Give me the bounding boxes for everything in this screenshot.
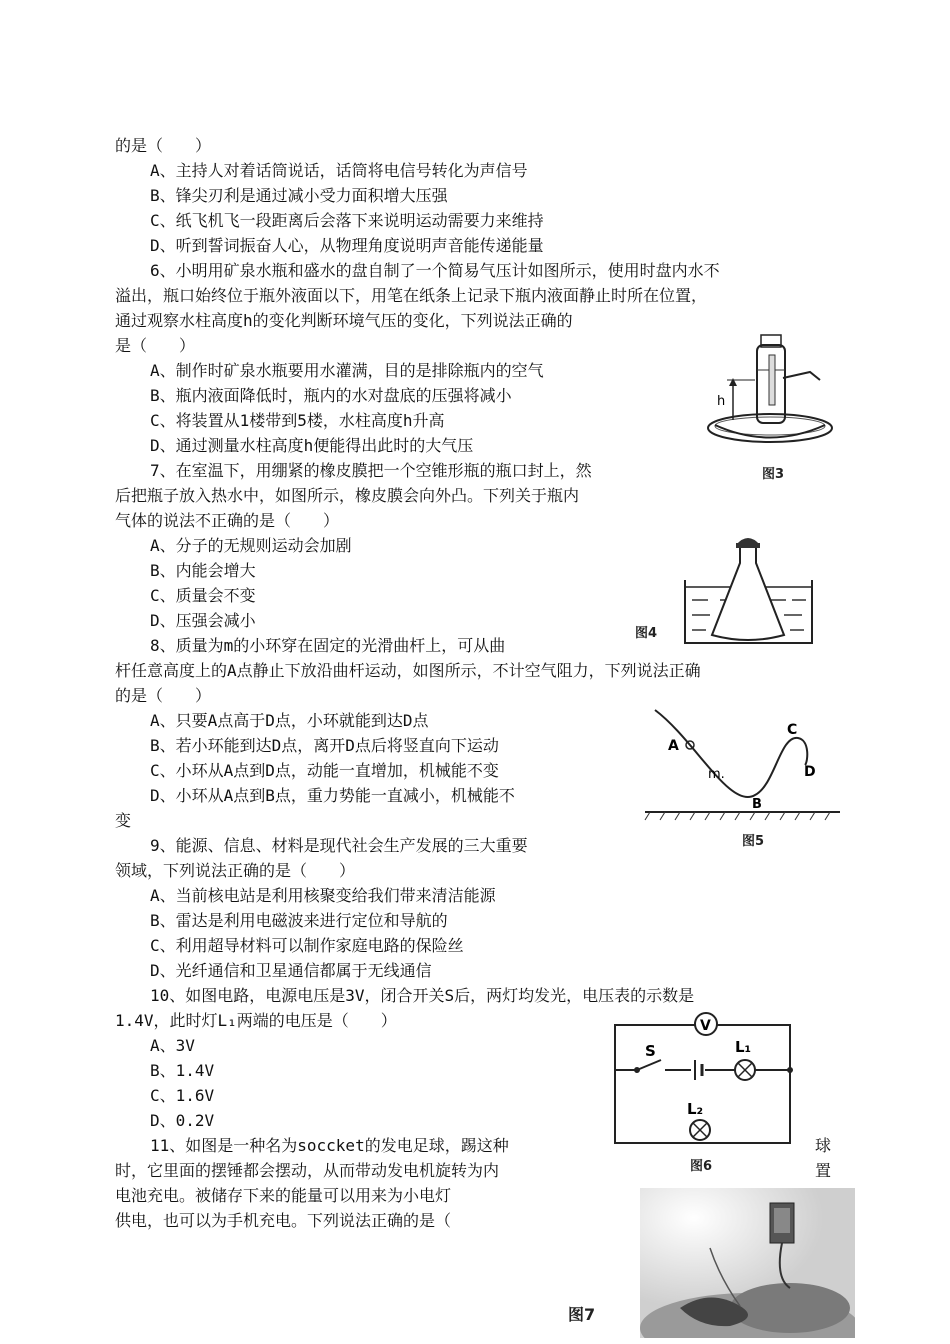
- figure-6-caption: 图6: [690, 1159, 713, 1174]
- text-line: 气体的说法不正确的是（ ）: [115, 511, 340, 530]
- text-line: B、内能会增大: [150, 561, 256, 580]
- figure-6-circuit: [605, 1010, 800, 1155]
- text-line: B、锋尖刃利是通过减小受力面积增大压强: [150, 186, 448, 205]
- svg-text:S: S: [645, 1042, 656, 1060]
- text-line: A、当前核电站是利用核聚变给我们带来清洁能源: [150, 886, 496, 905]
- text-line: C、纸飞机飞一段距离后会落下来说明运动需要力来维持: [150, 211, 544, 230]
- text-line: 7、在室温下，用绷紧的橡皮膜把一个空锥形瓶的瓶口封上，然: [150, 461, 592, 480]
- text-line: 通过观察水柱高度h的变化判断环境气压的变化，下列说法正确的: [115, 311, 573, 330]
- svg-text:L₂: L₂: [687, 1100, 704, 1118]
- text-line: 的是（ ）: [115, 686, 212, 705]
- text-line: C、将装置从1楼带到5楼，水柱高度h升高: [150, 411, 445, 430]
- text-line: A、3V: [150, 1036, 195, 1055]
- svg-text:C: C: [787, 722, 798, 738]
- text-line: 9、能源、信息、材料是现代社会生产发展的三大重要: [150, 836, 528, 855]
- text-line: 球: [815, 1136, 832, 1155]
- text-line: C、质量会不变: [150, 586, 256, 605]
- text-line: 1.4V，此时灯L₁两端的电压是（ ）: [115, 1011, 397, 1030]
- svg-text:V: V: [700, 1018, 711, 1034]
- figure-7-caption: 图7: [568, 1305, 596, 1324]
- text-line: 置: [815, 1161, 832, 1180]
- svg-text:h: h: [717, 394, 726, 409]
- text-line: D、压强会减小: [150, 611, 256, 630]
- text-line: D、通过测量水柱高度h便能得出此时的大气压: [150, 436, 474, 455]
- text-line: 10、如图电路，电源电压是3V，闭合开关S后，两灯均发光，电压表的示数是: [150, 986, 695, 1005]
- figure-7-photo: [640, 1188, 855, 1338]
- text-line: 是（ ）: [115, 336, 196, 355]
- text-line: 杆任意高度上的A点静止下放沿曲杆运动，如图所示，不计空气阻力，下列说法正确: [115, 661, 701, 680]
- text-line: D、小环从A点到B点，重力势能一直减小，机械能不: [150, 786, 515, 805]
- text-line: B、雷达是利用电磁波来进行定位和导航的: [150, 911, 448, 930]
- text-line: D、光纤通信和卫星通信都属于无线通信: [150, 961, 432, 980]
- text-line: C、1.6V: [150, 1086, 215, 1105]
- figure-4-flask: [680, 525, 820, 650]
- figure-3-barometer: [695, 330, 835, 455]
- text-line: 的是（ ）: [115, 136, 212, 155]
- text-line: 6、小明用矿泉水瓶和盛水的盘自制了一个简易气压计如图所示，使用时盘内水不: [150, 261, 720, 280]
- text-line: A、制作时矿泉水瓶要用水灌满，目的是排除瓶内的空气: [150, 361, 544, 380]
- text-line: 8、质量为m的小环穿在固定的光滑曲杆上，可从曲: [150, 636, 506, 655]
- svg-text:D: D: [804, 764, 816, 780]
- text-line: D、0.2V: [150, 1111, 215, 1130]
- text-line: 时，它里面的摆锤都会摆动，从而带动发电机旋转为内: [115, 1161, 500, 1180]
- text-line: A、主持人对着话筒说话，话筒将电信号转化为声信号: [150, 161, 528, 180]
- svg-text:B: B: [752, 797, 762, 812]
- figure-5-caption: 图5: [742, 834, 765, 849]
- svg-text:A: A: [668, 738, 679, 754]
- text-line: C、利用超导材料可以制作家庭电路的保险丝: [150, 936, 464, 955]
- text-line: D、听到誓词振奋人心，从物理角度说明声音能传递能量: [150, 236, 544, 255]
- svg-text:m.: m.: [708, 767, 725, 782]
- text-line: 11、如图是一种名为soccket的发电足球，踢这种: [150, 1136, 509, 1155]
- text-line: 后把瓶子放入热水中，如图所示，橡皮膜会向外凸。下列关于瓶内: [115, 486, 580, 505]
- text-line: A、分子的无规则运动会加剧: [150, 536, 352, 555]
- figure-5-curve: [640, 700, 845, 850]
- svg-text:L₁: L₁: [735, 1038, 752, 1056]
- text-line: 领域，下列说法正确的是（ ）: [115, 861, 356, 880]
- figure-4-caption: 图4: [635, 626, 658, 641]
- text-line: A、只要A点高于D点，小环就能到达D点: [150, 711, 429, 730]
- text-line: 电池充电。被储存下来的能量可以用来为小电灯: [115, 1186, 452, 1205]
- text-line: 变: [115, 811, 132, 830]
- text-line: 溢出，瓶口始终位于瓶外液面以下，用笔在纸条上记录下瓶内液面静止时所在位置，: [115, 286, 708, 305]
- figure-3-caption: 图3: [762, 467, 785, 482]
- text-line: C、小环从A点到D点，动能一直增加，机械能不变: [150, 761, 499, 780]
- text-line: B、若小环能到达D点，离开D点后将竖直向下运动: [150, 736, 499, 755]
- text-line: B、1.4V: [150, 1061, 215, 1080]
- text-line: 供电，也可以为手机充电。下列说法正确的是（: [115, 1211, 452, 1230]
- text-line: B、瓶内液面降低时，瓶内的水对盘底的压强将减小: [150, 386, 512, 405]
